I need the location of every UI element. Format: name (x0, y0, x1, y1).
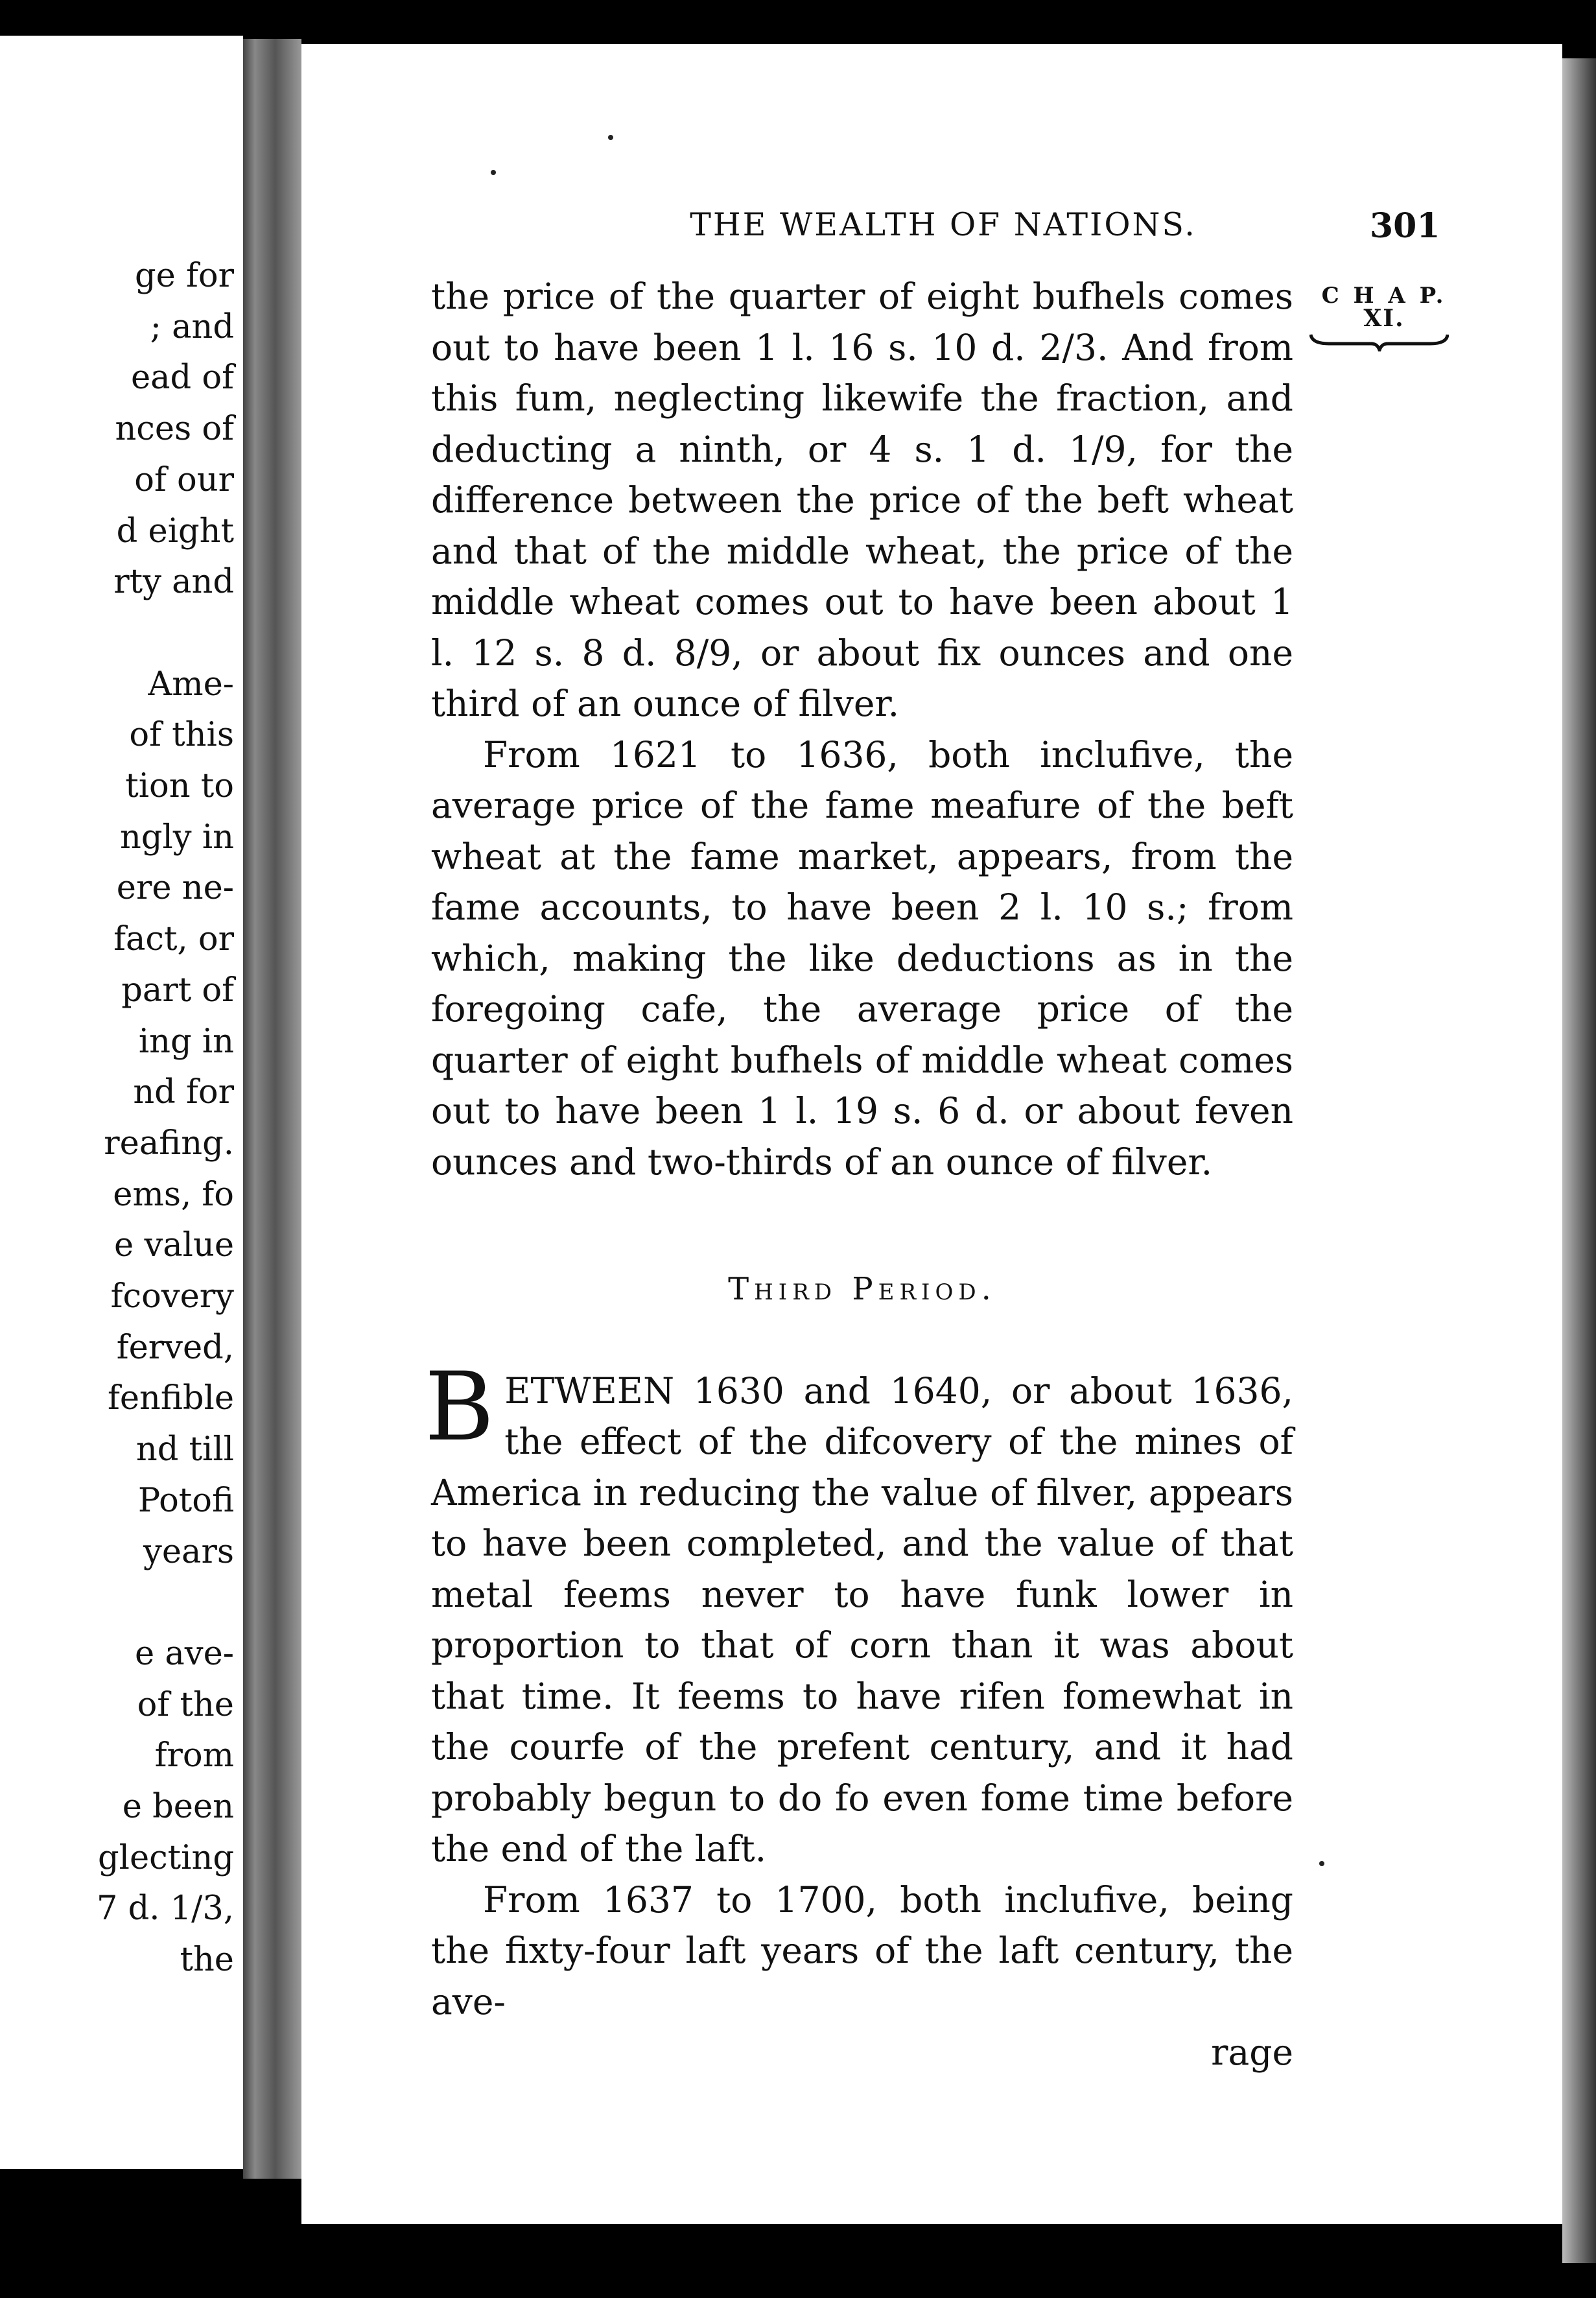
ink-speck (608, 135, 613, 140)
page-number: 301 (1370, 206, 1440, 246)
catchword: rage (1211, 2031, 1293, 2073)
left-page-line: d eight (116, 512, 234, 551)
left-page-line: e value (114, 1226, 234, 1265)
left-page-line: ; and (150, 307, 234, 346)
paragraph-3 (425, 1351, 1293, 1875)
left-page-line: from (154, 1736, 234, 1775)
left-page-line: of our (134, 460, 234, 499)
left-page-line: ngly in (120, 818, 234, 857)
left-page-line: e been (122, 1788, 234, 1826)
brace-icon (1309, 332, 1449, 351)
left-page-line: of this (129, 716, 234, 755)
drop-cap: B (425, 1351, 495, 1462)
left-page-line: glecting (97, 1838, 234, 1877)
left-page-line: e ave- (134, 1634, 234, 1673)
running-title: THE WEALTH OF NATIONS. (690, 206, 1197, 243)
left-page-column (10, 36, 243, 2169)
left-page-line: ing in (138, 1022, 234, 1061)
left-page-line: tion to (125, 767, 234, 805)
paragraph-3-text: ETWEEN 1630 and 1640, or about 1636, the effect of the difcovery of the mines of America in reducing the value of filver, appears to have been completed, and the value of that metal feems never to have funk lower in proportion to that of corn than it was about that time. It feems to have rifen fomewhat in the courfe of the prefent century, and it had probably begun to do fo even fome time before the end of the laft. (431, 1369, 1293, 1869)
paragraph-4: From 1637 to 1700, both inclufive, being the fixty-four laft years of the laft century, the ave- (431, 1878, 1293, 2022)
left-page-line: fcovery (110, 1277, 234, 1316)
left-page-line: rty and (113, 563, 234, 602)
side-note-chap: C H A P. (1321, 283, 1447, 309)
left-page-line: nces of (115, 410, 234, 449)
left-page-line: Ame- (148, 665, 234, 704)
left-page-line: of the (137, 1685, 234, 1724)
left-page-line: years (143, 1532, 234, 1571)
left-page-line: the (180, 1941, 234, 1980)
left-page-line: fenfible (107, 1379, 234, 1418)
side-note-number: XI. (1363, 305, 1405, 332)
left-page-line: 7 d. 1/3, (96, 1889, 234, 1928)
left-page-line: part of (121, 971, 234, 1010)
left-page-line: ere ne- (116, 869, 234, 908)
ink-speck (491, 170, 496, 175)
paragraph-1: the price of the quarter of eight bufhels comes out to have been 1 l. 16 s. 10 d. 2/3. And from this fum, neglecting likewife the fraction, and deducting a ninth, or 4 s. 1 d. 1/9, for the difference between the price of the beft wheat and that of the middle wheat, the price of the middle wheat comes out to have been about 1 l. 12 s. 8 d. 8/9, or about fix ounces and one third of an ounce of filver. (431, 276, 1293, 724)
chapter-side-note (1309, 283, 1459, 351)
left-page-line: ferved, (116, 1328, 234, 1367)
left-page-fragment (0, 36, 243, 2169)
ink-speck (1319, 1861, 1324, 1866)
left-page-line: reafing. (104, 1124, 234, 1163)
left-page-line: ge for (135, 257, 234, 295)
section-heading: Third Period. (728, 1271, 996, 1307)
left-page-line: ems, fo (113, 1175, 234, 1214)
page-edge (1562, 58, 1596, 2263)
body-text (425, 271, 1293, 2078)
left-page-line: ead of (130, 359, 234, 397)
left-page-line: nd till (135, 1430, 234, 1469)
paragraph-2: From 1621 to 1636, both inclufive, the average price of the fame meafure of the beft wheat at the fame market, appears, from the fame accounts, to have been 2 l. 10 s.; from which, making the like deductions as in the foregoing cafe, the average price of the quarter of eight bufhels of middle wheat comes out to have been 1 l. 19 s. 6 d. or about feven ounces and two-thirds of an ounce of filver. (431, 733, 1293, 1183)
page (301, 44, 1562, 2224)
left-page-line: nd for (133, 1073, 234, 1112)
book-gutter (243, 39, 301, 2179)
left-page-line: Potofi (137, 1481, 234, 1520)
left-page-line: fact, or (113, 920, 234, 959)
